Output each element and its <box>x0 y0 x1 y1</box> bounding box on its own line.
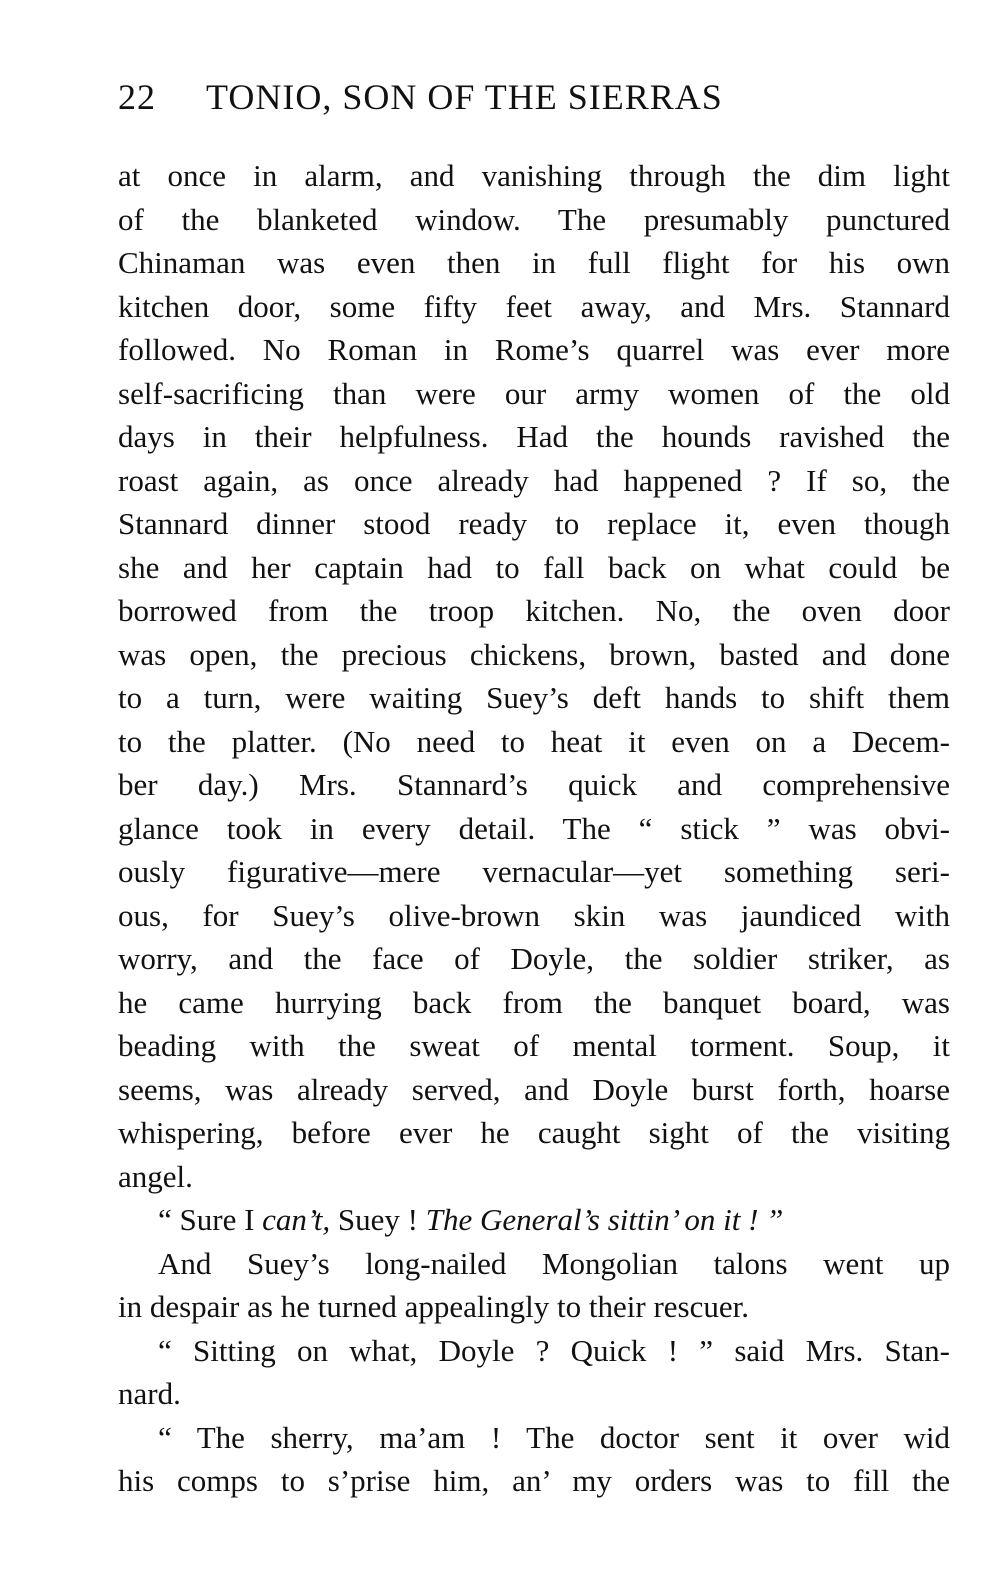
text-line: days in their helpfulness. Had the hounds ravished the <box>118 419 950 454</box>
text-line: roast again, as once already had happened ? If so, the <box>118 462 950 498</box>
paragraph-3 <box>118 1242 950 1329</box>
text-line: kitchen door, some fifty feet away, and Mrs. Stannard <box>118 288 950 324</box>
quote-italic-general: The General’s sittin’ on it ! ” <box>425 1202 784 1237</box>
text-line: he came hurrying back from the banquet board, was <box>118 984 950 1020</box>
text-line: whispering, before ever he caught sight of the visiting <box>118 1115 950 1150</box>
running-title: TONIO, SON OF THE SIERRAS <box>206 77 723 117</box>
text-line: to the platter. (No need to heat it even on a Decem- <box>118 723 950 759</box>
quote-open: “ Sure I <box>158 1202 263 1237</box>
body-text <box>118 154 950 1503</box>
text-line: of the blanketed window. The presumably punctured <box>118 201 950 237</box>
text-line: And Suey’s long-nailed Mongolian talons went up <box>158 1245 950 1281</box>
text-line: seems, was already served, and Doyle burst forth, hoarse <box>118 1071 950 1107</box>
text-line: in despair as he turned appealingly to their rescuer. <box>118 1289 749 1324</box>
paragraph-1 <box>118 154 950 1198</box>
text-line: she and her captain had to fall back on what could be <box>118 549 950 585</box>
text-line: at once in alarm, and vanishing through the dim light <box>118 158 950 193</box>
text-line: worry, and the face of Doyle, the soldier striker, as <box>118 941 950 976</box>
text-line: nard. <box>118 1376 181 1411</box>
text-line: “ Sitting on what, Doyle ? Quick ! ” said Mrs. Stan- <box>158 1332 950 1368</box>
paragraph-5 <box>118 1416 950 1503</box>
paragraph-2 <box>118 1198 950 1242</box>
text-line: beading with the sweat of mental torment. Soup, it <box>118 1028 950 1063</box>
quote-mid: Suey ! <box>330 1202 426 1237</box>
text-line: borrowed from the troop kitchen. No, the oven door <box>118 593 950 628</box>
page-number: 22 <box>118 77 156 117</box>
text-line: glance took in every detail. The “ stick ” was obvi- <box>118 810 950 846</box>
paragraph-4 <box>118 1329 950 1416</box>
text-line: was open, the precious chickens, brown, basted and done <box>118 636 950 672</box>
text-line: Chinaman was even then in full flight for his own <box>118 245 950 280</box>
running-head <box>118 76 950 134</box>
text-line: Stannard dinner stood ready to replace it, even though <box>118 506 950 541</box>
text-line: his comps to s’prise him, an’ my orders was to fill the <box>118 1463 950 1498</box>
book-page <box>118 76 950 1503</box>
quote-italic-cant: can’t, <box>262 1202 331 1237</box>
text-line: ber day.) Mrs. Stannard’s quick and comprehensive <box>118 767 950 802</box>
text-line: to a turn, were waiting Suey’s deft hands to shift them <box>118 680 950 715</box>
text-line: ous, for Suey’s olive-brown skin was jaundiced with <box>118 897 950 933</box>
text-line: “ The sherry, ma’am ! The doctor sent it over wid <box>158 1419 950 1455</box>
text-line: self-sacrificing than were our army women of the old <box>118 375 950 411</box>
text-line: angel. <box>118 1158 193 1194</box>
text-line: ously figurative—mere vernacular—yet something seri- <box>118 854 950 889</box>
text-line: followed. No Roman in Rome’s quarrel was ever more <box>118 332 950 367</box>
